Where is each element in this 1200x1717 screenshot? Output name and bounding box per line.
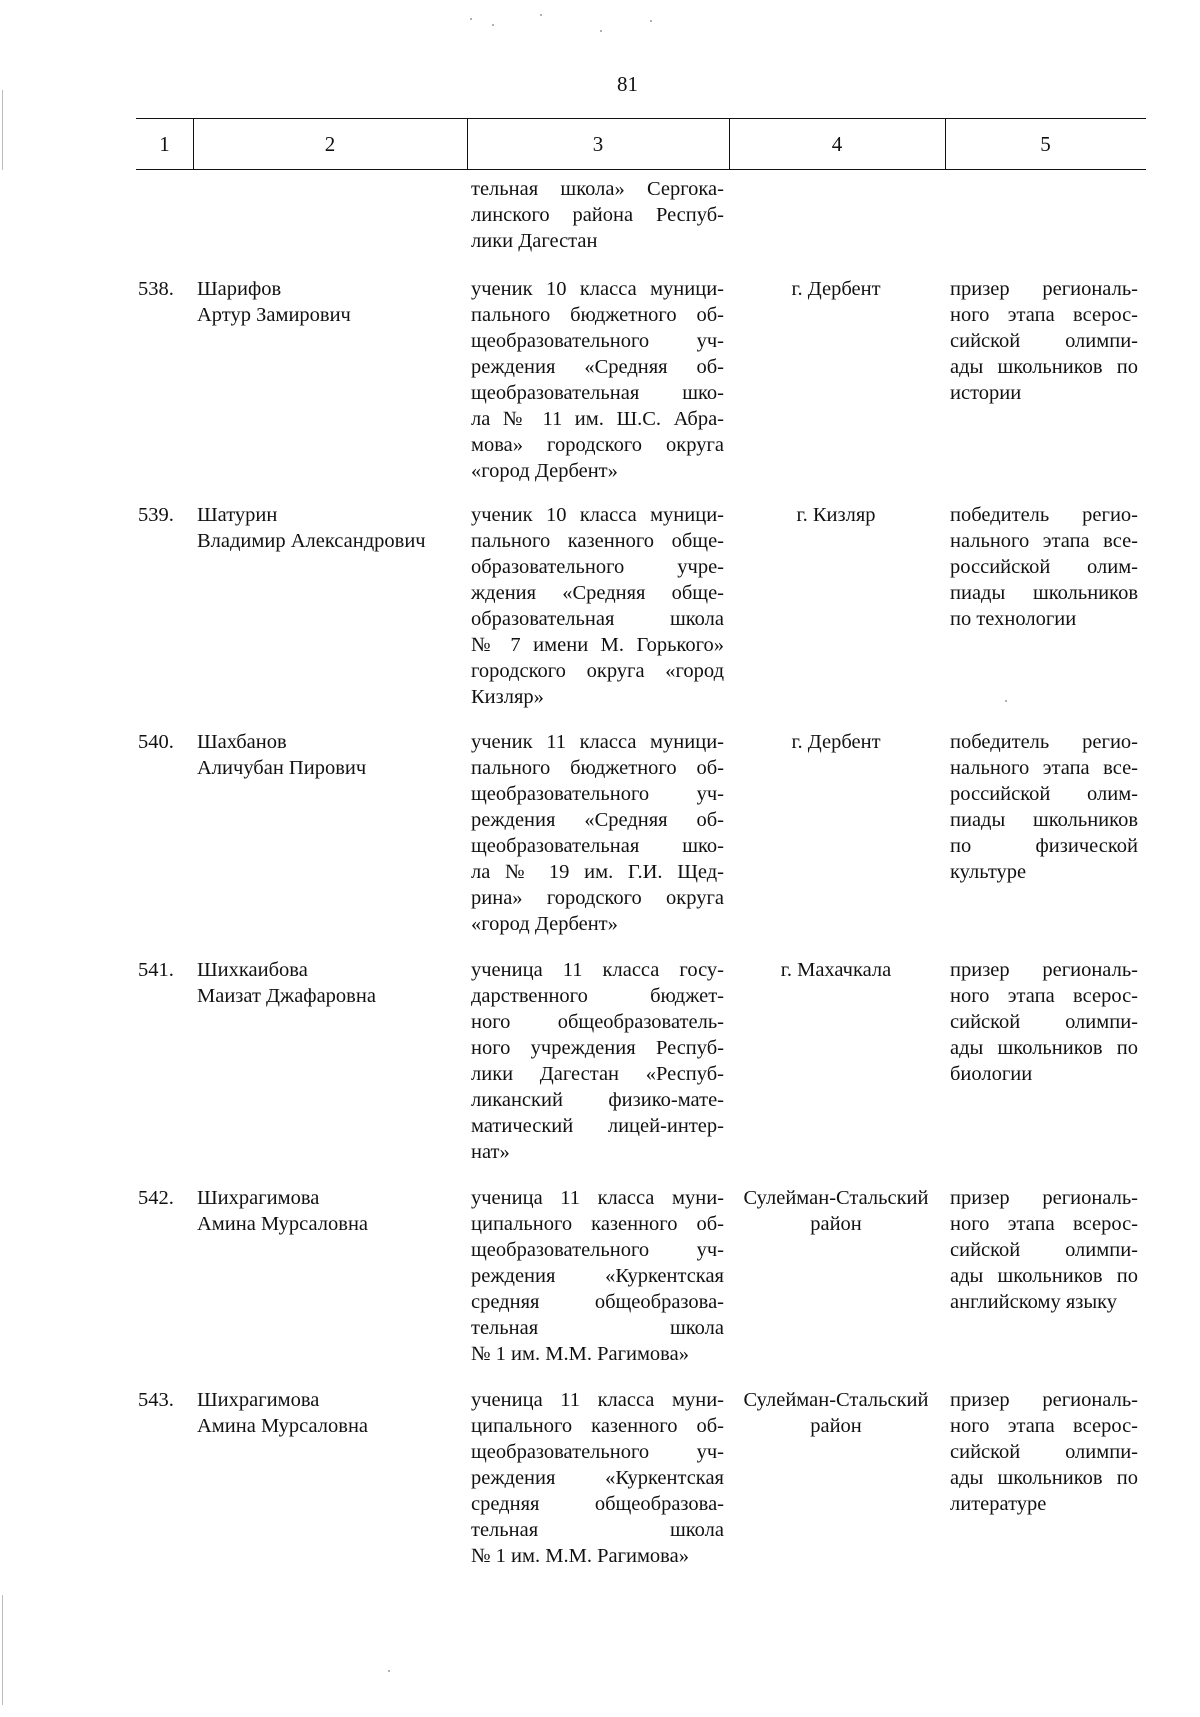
given-names: Артур Замирович [197, 304, 351, 326]
olympiad-result-line: по физической [950, 835, 1138, 857]
location [730, 1185, 942, 1237]
column-header-5: 5 [1040, 132, 1051, 156]
olympiad-result-line: ады школьников по [950, 1037, 1138, 1059]
olympiad-result-line: ады школьников по [950, 356, 1138, 378]
location [730, 957, 942, 983]
school-description [471, 957, 724, 1165]
olympiad-result-line: сийской олимпи- [950, 330, 1138, 352]
row-number: 540. [138, 731, 174, 753]
school-description [471, 1185, 724, 1367]
school-description-line: рина» городского округа [471, 887, 724, 909]
olympiad-result-line: сийской олимпи- [950, 1441, 1138, 1463]
school-description-line: № 1 им. М.М. Рагимова» [471, 1343, 689, 1365]
school-description-line: ного учреждения Респуб- [471, 1037, 724, 1059]
school-description [471, 1387, 724, 1569]
person-name [197, 957, 376, 1009]
school-description-line: щеобразовательная шко- [471, 382, 724, 404]
row-number: 538. [138, 278, 174, 300]
school-description-line: лики Дагестан «Респуб- [471, 1063, 724, 1085]
olympiad-result [950, 1185, 1138, 1315]
school-description-line: мова» городского округа [471, 434, 724, 456]
olympiad-result [950, 502, 1138, 632]
olympiad-result-line: ады школьников по [950, 1467, 1138, 1489]
school-description-line: дарственного бюджет- [471, 985, 724, 1007]
school-description-line: ученик 10 класса муници- [471, 504, 724, 526]
school-description-line: тельная школа [471, 1317, 724, 1339]
olympiad-result [950, 957, 1138, 1087]
scan-edge [2, 90, 3, 170]
scan-edge [2, 1595, 3, 1705]
school-description-line: ученик 10 класса муници- [471, 278, 724, 300]
scan-speck [388, 1670, 390, 1672]
school-description-line: ученица 11 класса муни- [471, 1389, 724, 1411]
olympiad-result-line: ады школьников по [950, 1265, 1138, 1287]
person-name [197, 729, 366, 781]
school-description [471, 729, 724, 937]
location-line: г. Махачкала [780, 959, 892, 981]
school-description-line: матический лицей-интер- [471, 1115, 724, 1137]
school-description-line: щеобразовательная шко- [471, 835, 724, 857]
school-description-line: «город Дербент» [471, 460, 618, 482]
school-description-line: № 1 им. М.М. Рагимова» [471, 1545, 689, 1567]
given-names: Аличубан Пирович [197, 757, 367, 779]
school-description-line: средняя общеобразова- [471, 1493, 724, 1515]
olympiad-result-line: сийской олимпи- [950, 1011, 1138, 1033]
school-description-line: реждения «Средняя об- [471, 356, 724, 378]
surname: Шихкаибова [197, 959, 308, 981]
school-description-line: «город Дербент» [471, 913, 618, 935]
olympiad-result-line: призер региональ- [950, 959, 1138, 981]
school-description-line: пального бюджетного об- [471, 304, 724, 326]
school-description-line: Кизляр» [471, 686, 544, 708]
surname: Шихрагимова [197, 1187, 320, 1209]
table-header [136, 118, 1146, 170]
school-description-line: ученик 11 класса муници- [471, 731, 724, 753]
olympiad-result-line: победитель регио- [950, 731, 1138, 753]
page-number: 81 [617, 72, 638, 96]
location [730, 1387, 942, 1439]
location-line: Сулейман-Стальский [743, 1389, 929, 1411]
person-name [197, 276, 351, 328]
olympiad-result-line: ного этапа всерос- [950, 1213, 1138, 1235]
olympiad-result-line: российской олим- [950, 783, 1138, 805]
column-header-3: 3 [592, 132, 604, 156]
school-description-line: образовательного учре- [471, 556, 724, 578]
school-description-line: щеобразовательного уч- [471, 783, 724, 805]
olympiad-result [950, 276, 1138, 406]
location [730, 502, 942, 528]
person-name [197, 1185, 368, 1237]
row-number: 543. [138, 1389, 174, 1411]
school-description-line: образовательная школа [471, 608, 724, 630]
olympiad-result-line: английскому языку [950, 1291, 1118, 1313]
school-description-line: реждения «Куркентская [471, 1265, 724, 1287]
olympiad-result [950, 1387, 1138, 1517]
olympiad-result-line: культуре [950, 861, 1027, 883]
olympiad-result-line: сийской олимпи- [950, 1239, 1138, 1261]
continuation-text-line: тельная школа» Сергока- [471, 178, 724, 200]
school-description-line: ла № 19 им. Г.И. Щед- [471, 861, 724, 883]
school-description-line: ного общеобразователь- [471, 1011, 724, 1033]
olympiad-result-line: российской олим- [950, 556, 1138, 578]
scan-speck [492, 24, 494, 26]
olympiad-result-line: победитель регио- [950, 504, 1138, 526]
school-description-line: щеобразовательного уч- [471, 1239, 724, 1261]
scan-speck [470, 18, 472, 20]
given-names: Амина Мурсаловна [197, 1213, 369, 1235]
location-line: г. Кизляр [796, 504, 876, 526]
given-names: Маизат Джафаровна [197, 985, 376, 1007]
olympiad-result-line: призер региональ- [950, 1389, 1138, 1411]
olympiad-result-line: ного этапа всерос- [950, 985, 1138, 1007]
school-description-line: ла № 11 им. Ш.С. Абра- [471, 408, 724, 430]
olympiad-result-line: по технологии [950, 608, 1077, 630]
school-description-line: ликанский физико-мате- [471, 1089, 724, 1111]
school-description-line: ципального казенного об- [471, 1213, 724, 1235]
school-description-line: ученица 11 класса муни- [471, 1187, 724, 1209]
olympiad-result-line: пиады школьников [950, 809, 1138, 831]
olympiad-result-line: нального этапа все- [950, 757, 1138, 779]
olympiad-result-line: литературе [950, 1493, 1047, 1515]
school-description-line: ученица 11 класса госу- [471, 959, 724, 981]
surname: Шарифов [197, 278, 282, 300]
location-line: район [810, 1213, 862, 1235]
school-description-line: ципального казенного об- [471, 1415, 724, 1437]
school-description [471, 276, 724, 484]
row-number: 542. [138, 1187, 174, 1209]
school-description-line: реждения «Средняя об- [471, 809, 724, 831]
school-description-line: реждения «Куркентская [471, 1467, 724, 1489]
surname: Шахбанов [197, 731, 287, 753]
school-description-line: пального бюджетного об- [471, 757, 724, 779]
person-name [197, 1387, 368, 1439]
school-description-line: городского округа «город [471, 660, 724, 682]
school-description-line: щеобразовательного уч- [471, 1441, 724, 1463]
surname: Шихрагимова [197, 1389, 320, 1411]
scan-speck [540, 14, 542, 16]
continuation-text-line: линского района Респуб- [471, 204, 724, 226]
column-header-4: 4 [831, 132, 843, 156]
olympiad-result-line: истории [950, 382, 1022, 404]
given-names: Владимир Александрович [197, 530, 426, 552]
olympiad-result-line: биологии [950, 1063, 1033, 1085]
continuation-text [471, 176, 724, 254]
olympiad-result-line: пиады школьников [950, 582, 1138, 604]
scan-speck [1005, 700, 1007, 702]
person-name [197, 502, 426, 554]
olympiad-result-line: ного этапа всерос- [950, 1415, 1138, 1437]
school-description-line: нат» [471, 1141, 510, 1163]
scan-speck [650, 20, 652, 22]
olympiad-result-line: призер региональ- [950, 1187, 1138, 1209]
school-description-line: № 7 имени М. Горького» [471, 634, 724, 656]
row-number: 539. [138, 504, 174, 526]
location-line: район [810, 1415, 862, 1437]
row-number: 541. [138, 959, 174, 981]
olympiad-result [950, 729, 1138, 885]
school-description-line: тельная школа [471, 1519, 724, 1541]
school-description-line: пального казенного обще- [471, 530, 724, 552]
school-description [471, 502, 724, 710]
location [730, 729, 942, 755]
school-description-line: средняя общеобразова- [471, 1291, 724, 1313]
location-line: Сулейман-Стальский [743, 1187, 929, 1209]
olympiad-result-line: ного этапа всерос- [950, 304, 1138, 326]
school-description-line: ждения «Средняя обще- [471, 582, 724, 604]
column-header-2: 2 [324, 132, 336, 156]
scan-speck [600, 30, 602, 32]
location-line: г. Дербент [791, 731, 881, 753]
location-line: г. Дербент [791, 278, 881, 300]
given-names: Амина Мурсаловна [197, 1415, 369, 1437]
column-header-1: 1 [159, 132, 170, 156]
location [730, 276, 942, 302]
surname: Шатурин [197, 504, 278, 526]
continuation-text-line: лики Дагестан [471, 230, 598, 252]
olympiad-result-line: призер региональ- [950, 278, 1138, 300]
school-description-line: щеобразовательного уч- [471, 330, 724, 352]
olympiad-result-line: нального этапа все- [950, 530, 1138, 552]
